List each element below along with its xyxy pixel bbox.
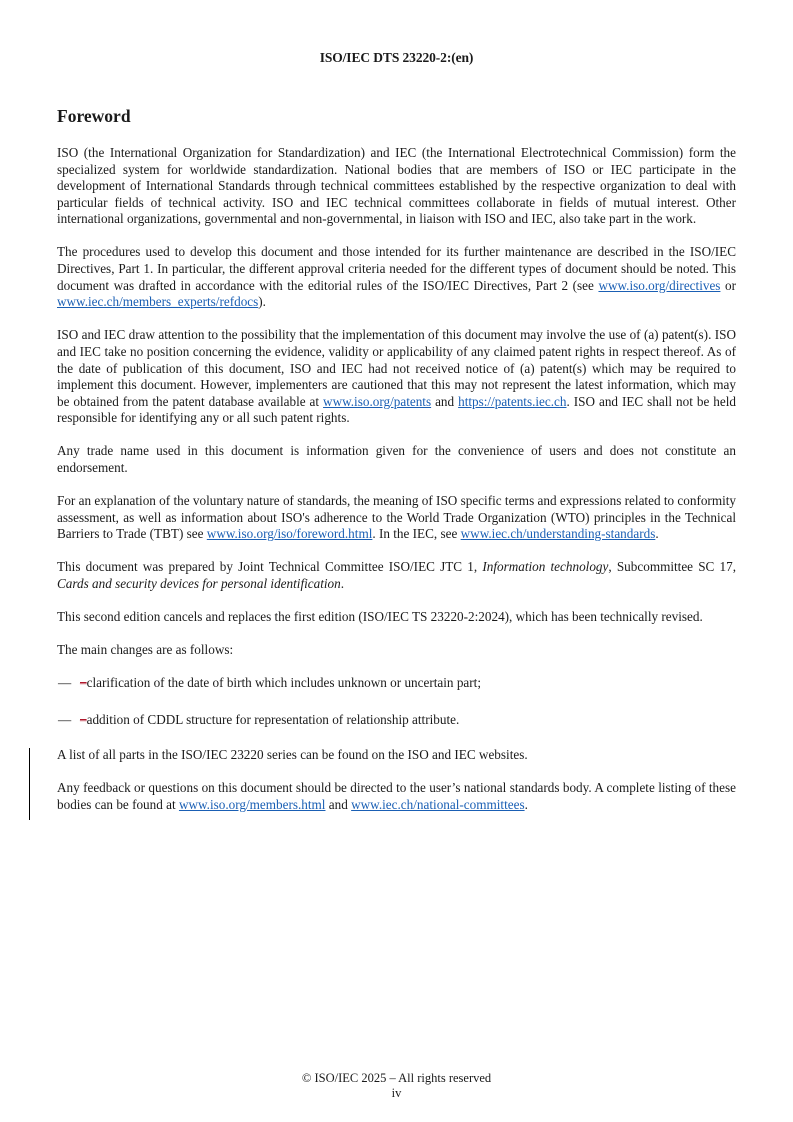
em-dash-bullet: —	[58, 712, 72, 728]
em-dash-bullet: —	[58, 675, 72, 691]
paragraph-text: and	[325, 796, 352, 812]
subcommittee-title: Cards and security devices for personal identification	[57, 575, 341, 591]
paragraph-text: . ISO and IEC shall not be held responsible for identifying any or all such patent rights.	[57, 393, 736, 426]
paragraph-prepared-by	[57, 559, 736, 592]
paragraph-text: .	[524, 796, 528, 812]
link-iso-patents[interactable]: www.iso.org/patents	[323, 393, 432, 409]
changes-list	[57, 675, 736, 729]
link-iso-foreword[interactable]: www.iso.org/iso/foreword.html	[206, 526, 373, 542]
list-item	[57, 712, 736, 729]
paragraph-main-changes-intro: The main changes are as follows:	[57, 642, 234, 658]
tracked-deletion-mark: –	[80, 675, 87, 691]
paragraph-text: This document was prepared by Joint Technical Committee ISO/IEC JTC 1,	[57, 559, 483, 575]
paragraph-trade-name: Any trade name used in this document is information given for the convenience of users and does not constitute an endorsement.	[57, 443, 736, 475]
list-item-text: clarification of the date of birth which includes unknown or uncertain part;	[86, 675, 481, 691]
committee-title: Information technology	[482, 559, 609, 575]
paragraph-series-parts: A list of all parts in the ISO/IEC 23220 series can be found on the ISO and IEC websites.	[57, 746, 528, 762]
paragraph-patents	[57, 327, 736, 427]
paragraph-text: Any feedback or questions on this document should be directed to the user’s national standards body. A complete listing of these bodies can be found at	[57, 780, 736, 812]
list-item	[57, 675, 736, 692]
page-number: iv	[391, 1086, 402, 1100]
link-iec-understanding-standards[interactable]: www.iec.ch/understanding-standards	[460, 526, 656, 542]
paragraph-text: or	[720, 277, 736, 293]
paragraph-text: and	[431, 393, 459, 409]
link-iec-refdocs[interactable]: www.iec.ch/members_experts/refdocs	[57, 294, 259, 310]
paragraph-text: .	[340, 575, 345, 591]
running-header: ISO/IEC DTS 23220-2:(en)	[319, 50, 474, 65]
list-item-text: addition of CDDL structure for representation of relationship attribute.	[86, 712, 460, 728]
paragraph-text: , Subcommittee SC 17,	[608, 559, 737, 575]
link-iec-patents[interactable]: https://patents.iec.ch	[458, 393, 567, 409]
paragraph-text: . In the IEC, see	[372, 526, 461, 542]
paragraph-text: ISO and IEC draw attention to the possibility that the implementation of this document may involve the use of (a) patent(s). ISO and IEC take no position concerning the evidence, validity or applicability of any claimed patent rights in respect thereof. As of the date of publication of this document, ISO and IEC had not received notice of (a) patent(s) which may be required to implement this document. However, implementers are cautioned that this may not represent the latest information, which may be obtained from the patent database available at	[57, 327, 736, 409]
paragraph-voluntary-nature	[57, 493, 736, 543]
link-iso-directives[interactable]: www.iso.org/directives	[598, 277, 721, 293]
change-bar	[29, 748, 30, 820]
section-title: Foreword	[57, 106, 131, 126]
paragraph-edition: This second edition cancels and replaces the first edition (ISO/IEC TS 23220-2:2024), which has been technically revised.	[57, 609, 703, 625]
paragraph-text: The procedures used to develop this document and those intended for its further maintenance are described in the ISO/IEC Directives, Part 1. In particular, the different approval criteria needed for the different types of document should be noted. This document was drafted in accordance with the editorial rules of the ISO/IEC Directives, Part 2 (see	[57, 244, 736, 293]
paragraph-iso-iec-intro: ISO (the International Organization for Standardization) and IEC (the International Electrotechnical Commission) form the specialized system for worldwide standardization. National bodies that are members of ISO or IEC participate in the development of International Standards through technical committees established by the respective organization to deal with particular fields of technical activity. ISO and IEC technical committees collaborate in fields of mutual interest. Other international organizations, governmental and non-governmental, in liaison with ISO and IEC, also take part in the work.	[57, 145, 736, 227]
link-iec-national-committees[interactable]: www.iec.ch/national-committees	[351, 796, 525, 812]
paragraph-text: For an explanation of the voluntary nature of standards, the meaning of ISO specific terms and expressions related to conformity assessment, as well as information about ISO's adherence to the World Trade Organization (WTO) principles in the Technical Barriers to Trade (TBT) see	[57, 493, 736, 542]
paragraph-feedback	[57, 780, 736, 813]
paragraph-directives	[57, 244, 736, 310]
paragraph-text: .	[655, 526, 659, 542]
paragraph-text: ).	[258, 294, 266, 310]
foreword-section	[57, 104, 736, 830]
tracked-deletion-mark: –	[80, 712, 87, 728]
copyright-notice: © ISO/IEC 2025 – All rights reserved	[301, 1071, 492, 1085]
link-iso-members[interactable]: www.iso.org/members.html	[178, 796, 326, 812]
page-footer	[0, 1071, 793, 1101]
